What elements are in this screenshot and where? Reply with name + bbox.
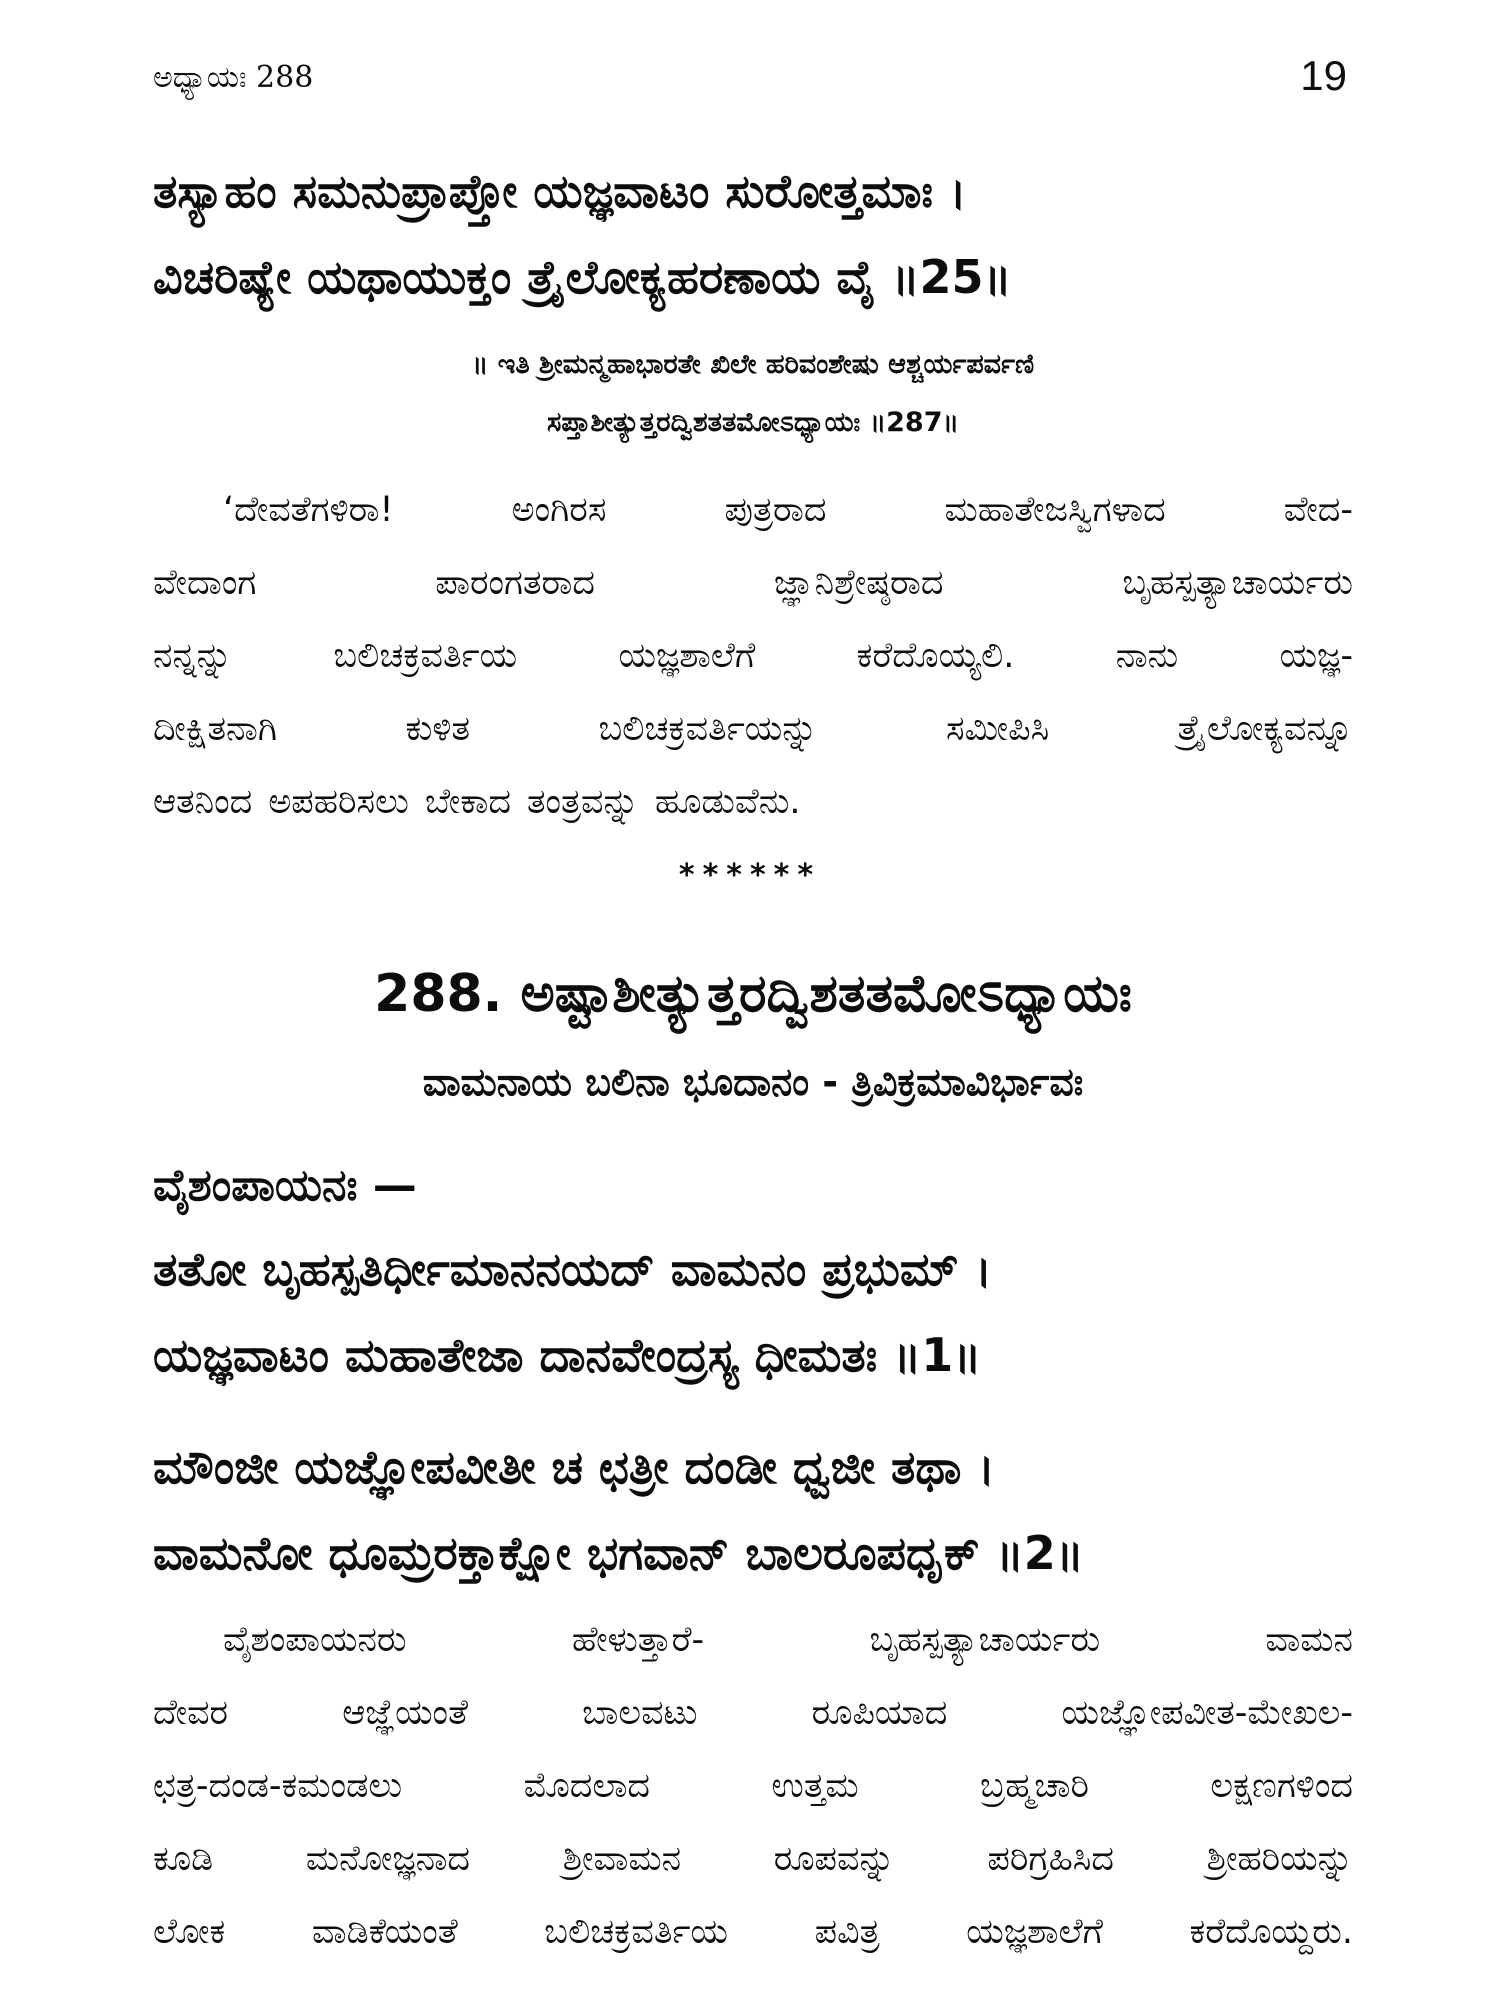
verse-1 [153,1226,1353,1398]
word: ಕರೆದೊಯ್ದರು. [1189,1912,1353,1952]
word: ‘ದೇವತೆಗಳಿರಾ! [223,490,394,530]
prose-line [153,1677,1353,1750]
word: ವಾಮನ [1265,1620,1353,1660]
word: ಸಮೀಪಿಸಿ [946,709,1050,749]
verse-2 [153,1424,1353,1596]
word: ಯಜ್ಞಶಾಲೆಗೆ [966,1912,1103,1952]
word: ದೇವರ [153,1693,229,1733]
chapter-title: 288. ಅಷ್ಟಾಶೀತ್ಯುತ್ತರದ್ವಿಶತತಮೋಽಧ್ಯಾಯಃ [374,964,1132,1024]
word: ಉತ್ತಮ [771,1766,859,1806]
word: ಅಂಗಿರಸ [511,490,607,530]
word: ಹೂಡುವೆನು. [654,782,801,822]
word: ಬೃಹಸ್ಪತ್ಯಾಚಾರ್ಯರು [1122,563,1353,603]
word: ವಾಡಿಕೆಯಂತೆ [311,1912,458,1952]
prose-line [153,766,1353,839]
prose-line [153,547,1353,620]
word: ವೈಶಂಪಾಯನರು [223,1620,407,1660]
prose-paragraph-2 [153,1604,1353,1969]
verse-line: ಮೌಂಜೀ ಯಜ್ಞೋಪವೀತೀ ಚ ಛತ್ರೀ ದಂಡೀ ಧ್ವಜೀ ತಥಾ । [153,1440,995,1494]
word: ಅಪಹರಿಸಲು [268,782,409,822]
verse-line: ತತೋ ಬೃಹಸ್ಪತಿರ್ಧೀಮಾನನಯದ್ ವಾಮನಂ ಪ್ರಭುಮ್ । [153,1242,992,1296]
prose-line [153,1823,1353,1896]
prose-line [153,620,1353,693]
colophon-line: ಸಪ್ತಾಶೀತ್ಯುತ್ತರದ್ವಿಶತತಮೋಽಧ್ಯಾಯಃ ॥287॥ [547,407,959,438]
word: ಬಲಿಚಕ್ರವರ್ತಿಯನ್ನು [598,709,818,749]
word: ಬಲಿಚಕ್ರವರ್ತಿಯ [333,636,518,676]
word: ಮನೋಜ್ಞನಾದ [305,1839,471,1879]
verse-25 [153,148,1353,320]
word: ತಂತ್ರವನ್ನು [526,782,639,822]
word: ವೇದ- [1283,490,1353,530]
word: ನಾನು [1115,636,1179,676]
word: ಛತ್ರ-ದಂಡ-ಕಮಂಡಲು [153,1766,403,1806]
word: ಪರಿಗ್ರಹಿಸಿದ [987,1839,1114,1879]
word: ಪವಿತ್ರ [814,1912,880,1952]
word: ದೀಕ್ಷಿತನಾಗಿ [153,709,278,749]
word: ಬಲಿಚಕ್ರವರ್ತಿಯ [544,1912,729,1952]
running-head: ಅಧ್ಯಾಯಃ 288 [153,60,314,95]
word: ಯಜ್ಞ- [1279,636,1353,676]
word: ಪುತ್ರರಾದ [724,490,827,530]
verse-line: ಯಜ್ಞವಾಟಂ ಮಹಾತೇಜಾ ದಾನವೇಂದ್ರಸ್ಯ ಧೀಮತಃ ॥1॥ [153,1328,982,1382]
word: ಬೃಹಸ್ಪತ್ಯಾಚಾರ್ಯರು [869,1620,1101,1660]
word: ಬಾಲವಟು [582,1693,698,1733]
word: ಪಾರಂಗತರಾದ [435,563,596,603]
word: ಕರೆದೊಯ್ಯಲಿ. [856,636,1015,676]
prose-line [153,474,1353,547]
word: ಯಜ್ಞೋಪವೀತ-ಮೇಖಲ- [1061,1693,1353,1733]
word: ಆಜ್ಞೆಯಂತೆ [342,1693,469,1733]
word: ಬ್ರಹ್ಮಚಾರಿ [980,1766,1090,1806]
word: ವೇದಾಂಗ [153,563,257,603]
prose-line [153,1750,1353,1823]
word: ನನ್ನನ್ನು [153,636,232,676]
word: ರೂಪವನ್ನು [773,1839,895,1879]
word: ಹೇಳುತ್ತಾರೆ- [571,1620,705,1660]
prose-line [153,1896,1353,1969]
prose-line [153,693,1353,766]
verse-line: ತಸ್ಯಾಹಂ ಸಮನುಪ್ರಾಪ್ತೋ ಯಜ್ಞವಾಟಂ ಸುರೋತ್ತಮಾಃ । [153,164,967,218]
speaker-label: ವೈಶಂಪಾಯನಃ — [153,1160,417,1211]
verse-line: ವಾಮನೋ ಧೂಮ್ರರಕ್ತಾಕ್ಷೋ ಭಗವಾನ್ ಬಾಲರೂಪಧೃಕ್ ॥2॥ [153,1526,1084,1580]
word: ತ್ರೈಲೋಕ್ಯವನ್ನೂ [1177,709,1353,749]
section-divider: ****** [678,858,822,893]
word: ಮಹಾತೇಜಸ್ವಿಗಳಾದ [944,490,1166,530]
word: ರೂಪಿಯಾದ [811,1693,948,1733]
word: ಮೊದಲಾದ [523,1766,651,1806]
chapter-subtitle: ವಾಮನಾಯ ಬಲಿನಾ ಭೂದಾನಂ - ತ್ರಿವಿಕ್ರಮಾವಿರ್ಭಾವಃ [422,1060,1084,1104]
prose-line [153,1604,1353,1677]
word: ಲೋಕ [153,1912,226,1952]
chapter-colophon [153,336,1353,452]
word: ಬೇಕಾದ [424,782,511,822]
word: ಕೂಡಿ [153,1839,214,1879]
word: ಲಕ್ಷಣಗಳಿಂದ [1210,1766,1353,1806]
word: ಶ್ರೀವಾಮನ [562,1839,682,1879]
word: ಕುಳಿತ [405,709,470,749]
colophon-line: ॥ ಇತಿ ಶ್ರೀಮನ್ಮಹಾಭಾರತೇ ಖಿಲೇ ಹರಿವಂಶೇಷು ಆಶ್ಚರ್ಯಪರ್ವಣಿ [471,349,1035,380]
word: ಆತನಿಂದ [153,782,253,822]
word: ಯಜ್ಞಶಾಲೆಗೆ [618,636,756,676]
word: ಜ್ಞಾನಿಶ್ರೇಷ್ಠರಾದ [773,563,944,603]
page-number: 19 [1300,52,1347,99]
prose-paragraph-1 [153,474,1353,839]
word: ಶ್ರೀಹರಿಯನ್ನು [1206,1839,1353,1879]
verse-line: ವಿಚರಿಷ್ಯೇ ಯಥಾಯುಕ್ತಂ ತ್ರೈಲೋಕ್ಯಹರಣಾಯ ವೈ ॥25॥ [153,250,1012,304]
